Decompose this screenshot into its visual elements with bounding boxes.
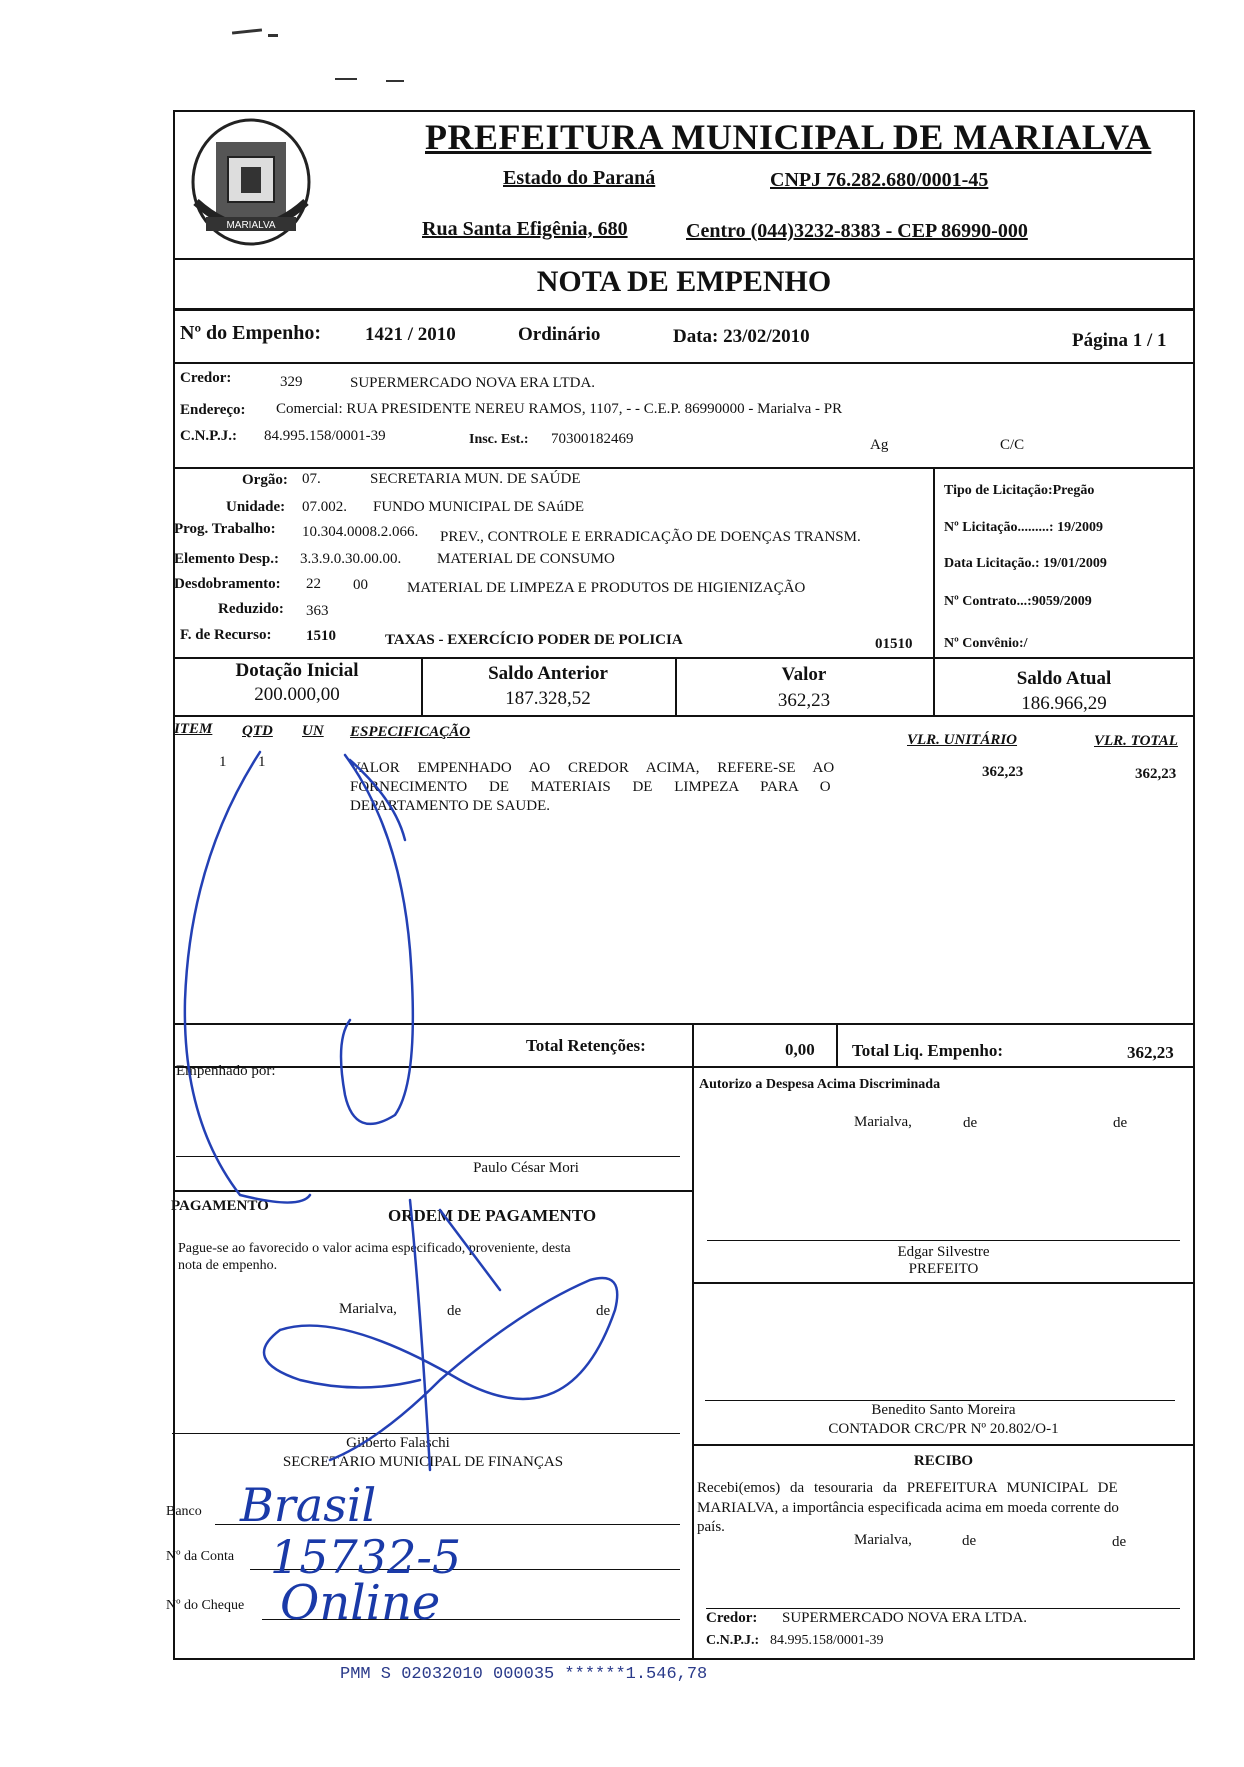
fonte-code: 1510 <box>306 628 336 644</box>
dotacao-label: Dotação Inicial <box>235 660 359 681</box>
fonte-name: TAXAS - EXERCÍCIO PODER DE POLICIA <box>385 632 683 648</box>
num-licitacao: Nº Licitação.........: 19/2009 <box>944 520 1103 535</box>
saldo-atual-value: 186.966,29 <box>1021 693 1107 714</box>
header-district: Centro (044)3232-8383 - CEP 86990-000 <box>686 220 1028 242</box>
num-contrato: Nº Contrato...:9059/2009 <box>944 594 1092 609</box>
contador-name: Benedito Santo Moreira <box>871 1402 1016 1418</box>
item-unit-value: 362,23 <box>982 764 1024 780</box>
autorizo-text: Autorizo a Despesa Acima Discriminada <box>699 1077 941 1092</box>
retencoes-label: Total Retenções: <box>526 1036 646 1055</box>
orgao-label: Orgão: <box>242 472 288 488</box>
empenho-num: 1421 / 2010 <box>365 324 456 345</box>
hw-cheque: Online <box>280 1575 441 1631</box>
fonte-label: F. de Recurso: <box>180 627 272 643</box>
right-city: Marialva, <box>854 1114 912 1130</box>
recibo-text-1: Recebi(emos) da tesouraria da PREFEITURA MUNICIPAL DE <box>697 1480 1118 1496</box>
prefeito-role: PREFEITO <box>908 1261 979 1277</box>
liquido-value: 362,23 <box>1127 1043 1174 1062</box>
cheque-label: Nº do Cheque <box>166 1598 245 1613</box>
header-state: Estado do Paraná <box>503 167 656 189</box>
col-un: UN <box>302 723 324 739</box>
saldo-atual-label: Saldo Atual <box>1016 668 1112 689</box>
recibo-cnpj-label: C.N.P.J.: <box>706 1633 760 1648</box>
prog-name: PREV., CONTROLE E ERRADICAÇÃO DE DOENÇAS TRANSM. <box>440 529 861 545</box>
item-spec-line: FORNECIMENTO DE MATERIAIS DE LIMPEZA PARA O <box>350 779 831 795</box>
unidade-name: FUNDO MUNICIPAL DE SAúDE <box>373 499 584 515</box>
col-item: ITEM <box>174 721 213 737</box>
item-number: 1 <box>219 754 227 770</box>
right-de-2: de <box>1113 1115 1128 1131</box>
empenho-label: Nº do Empenho: <box>180 322 322 344</box>
header-address: Rua Santa Efigênia, 680 <box>422 218 628 240</box>
signer-gilberto: Gilberto Falaschi <box>346 1435 450 1451</box>
col-vlr-unitario: VLR. UNITÁRIO <box>907 732 1018 748</box>
signer-paulo: Paulo César Mori <box>473 1160 579 1176</box>
data-licitacao: Data Licitação.: 19/01/2009 <box>944 556 1107 571</box>
desd-b: 00 <box>353 577 368 593</box>
contador-role: CONTADOR CRC/PR Nº 20.802/O-1 <box>828 1421 1059 1437</box>
recibo-cnpj-value: 84.995.158/0001-39 <box>770 1633 884 1648</box>
elem-name: MATERIAL DE CONSUMO <box>437 551 615 567</box>
right-de-1: de <box>963 1115 978 1131</box>
recibo-credor-name: SUPERMERCADO NOVA ERA LTDA. <box>782 1610 1028 1626</box>
doc-title: NOTA DE EMPENHO <box>536 265 832 298</box>
desd-label: Desdobramento: <box>174 576 281 592</box>
ag-label: Ag <box>870 437 889 453</box>
valor-label: Valor <box>781 664 827 685</box>
hw-banco: Brasil <box>240 1478 377 1532</box>
left-de-2: de <box>596 1303 611 1319</box>
empenho-page: Página 1 / 1 <box>1072 330 1167 351</box>
elem-label: Elemento Desp.: <box>174 551 279 567</box>
recibo-de-1: de <box>962 1533 977 1549</box>
recibo-city: Marialva, <box>854 1532 912 1548</box>
prog-code: 10.304.0008.2.066. <box>302 524 419 540</box>
pague-text-1: Pague-se ao favorecido o valor acima especificado, proveniente, desta <box>178 1241 571 1256</box>
empenho-type: Ordinário <box>518 324 601 345</box>
desd-name: MATERIAL DE LIMPEZA E PRODUTOS DE HIGIENIZAÇÃO <box>407 580 806 596</box>
tipo-licitacao: Tipo de Licitação:Pregão <box>944 483 1095 498</box>
endereco-label: Endereço: <box>180 402 246 418</box>
credor-label: Credor: <box>180 370 232 386</box>
fonte-code-2: 01510 <box>875 636 913 652</box>
hw-conta: 15732-5 <box>270 1530 462 1584</box>
recibo-credor-label: Credor: <box>706 1610 758 1626</box>
item-spec-line: VALOR EMPENHADO AO CREDOR ACIMA, REFERE-SE AO <box>350 760 835 776</box>
recibo-text-3: país. <box>697 1519 725 1535</box>
signer-gilberto-role: SECRETÁRIO MUNICIPAL DE FINANÇAS <box>282 1454 564 1470</box>
elem-code: 3.3.9.0.30.00.00. <box>300 551 402 567</box>
endereco-value: Comercial: RUA PRESIDENTE NEREU RAMOS, 1107, - - C.E.P. 86990000 - Marialva - PR <box>276 401 843 417</box>
desd-a: 22 <box>306 576 321 592</box>
saldo-anterior-label: Saldo Anterior <box>488 663 608 684</box>
credor-name: SUPERMERCADO NOVA ERA LTDA. <box>350 375 596 391</box>
crest-text: MARIALVA <box>226 220 276 231</box>
col-vlr-total: VLR. TOTAL <box>1094 733 1178 749</box>
insc-value: 70300182469 <box>551 431 634 447</box>
reduzido-value: 363 <box>306 603 329 619</box>
orgao-name: SECRETARIA MUN. DE SAÚDE <box>370 471 581 487</box>
ordem-pagamento: ORDEM DE PAGAMENTO <box>388 1206 597 1225</box>
orgao-code: 07. <box>302 471 321 487</box>
liquido-label: Total Liq. Empenho: <box>852 1041 1003 1060</box>
unidade-label: Unidade: <box>226 499 286 515</box>
left-city: Marialva, <box>339 1301 397 1317</box>
recibo-title: RECIBO <box>913 1453 974 1469</box>
col-especificacao: ESPECIFICAÇÃO <box>350 724 471 740</box>
unidade-code: 07.002. <box>302 499 347 515</box>
num-convenio: Nº Convênio:/ <box>944 636 1028 651</box>
credor-code: 329 <box>280 374 303 390</box>
recibo-de-2: de <box>1112 1534 1127 1550</box>
item-qtd: 1 <box>258 754 266 770</box>
col-qtd: QTD <box>242 723 273 739</box>
item-spec-line: DEPARTAMENTO DE SAUDE. <box>350 798 550 814</box>
item-total-value: 362,23 <box>1135 766 1177 782</box>
header-title: PREFEITURA MUNICIPAL DE MARIALVA <box>425 117 1152 157</box>
cc-label: C/C <box>1000 437 1025 453</box>
header-cnpj: CNPJ 76.282.680/0001-45 <box>770 169 989 191</box>
empenho-date: Data: 23/02/2010 <box>673 326 810 347</box>
saldo-anterior-value: 187.328,52 <box>505 688 591 709</box>
dotacao-value: 200.000,00 <box>254 684 340 705</box>
banco-label: Banco <box>166 1504 202 1519</box>
left-de-1: de <box>447 1303 462 1319</box>
credor-cnpj-label: C.N.P.J.: <box>180 428 237 444</box>
conta-label: Nº da Conta <box>166 1549 235 1564</box>
insc-label: Insc. Est.: <box>469 432 529 447</box>
prefeito-name: Edgar Silvestre <box>897 1244 990 1260</box>
recibo-text-2: MARIALVA, a importância especificada acima em moeda corrente do <box>697 1500 1119 1516</box>
pagamento-label: PAGAMENTO <box>171 1198 269 1214</box>
footer-stamp: PMM S 02032010 000035 ******1.546,78 <box>340 1665 708 1684</box>
prog-label: Prog. Trabalho: <box>174 521 276 537</box>
pague-text-2: nota de empenho. <box>178 1258 278 1273</box>
retencoes-value: 0,00 <box>785 1040 815 1059</box>
empenhado-por-label: Empenhado por: <box>176 1063 276 1079</box>
valor-value: 362,23 <box>777 690 831 711</box>
reduzido-label: Reduzido: <box>218 601 284 617</box>
credor-cnpj: 84.995.158/0001-39 <box>264 428 386 444</box>
